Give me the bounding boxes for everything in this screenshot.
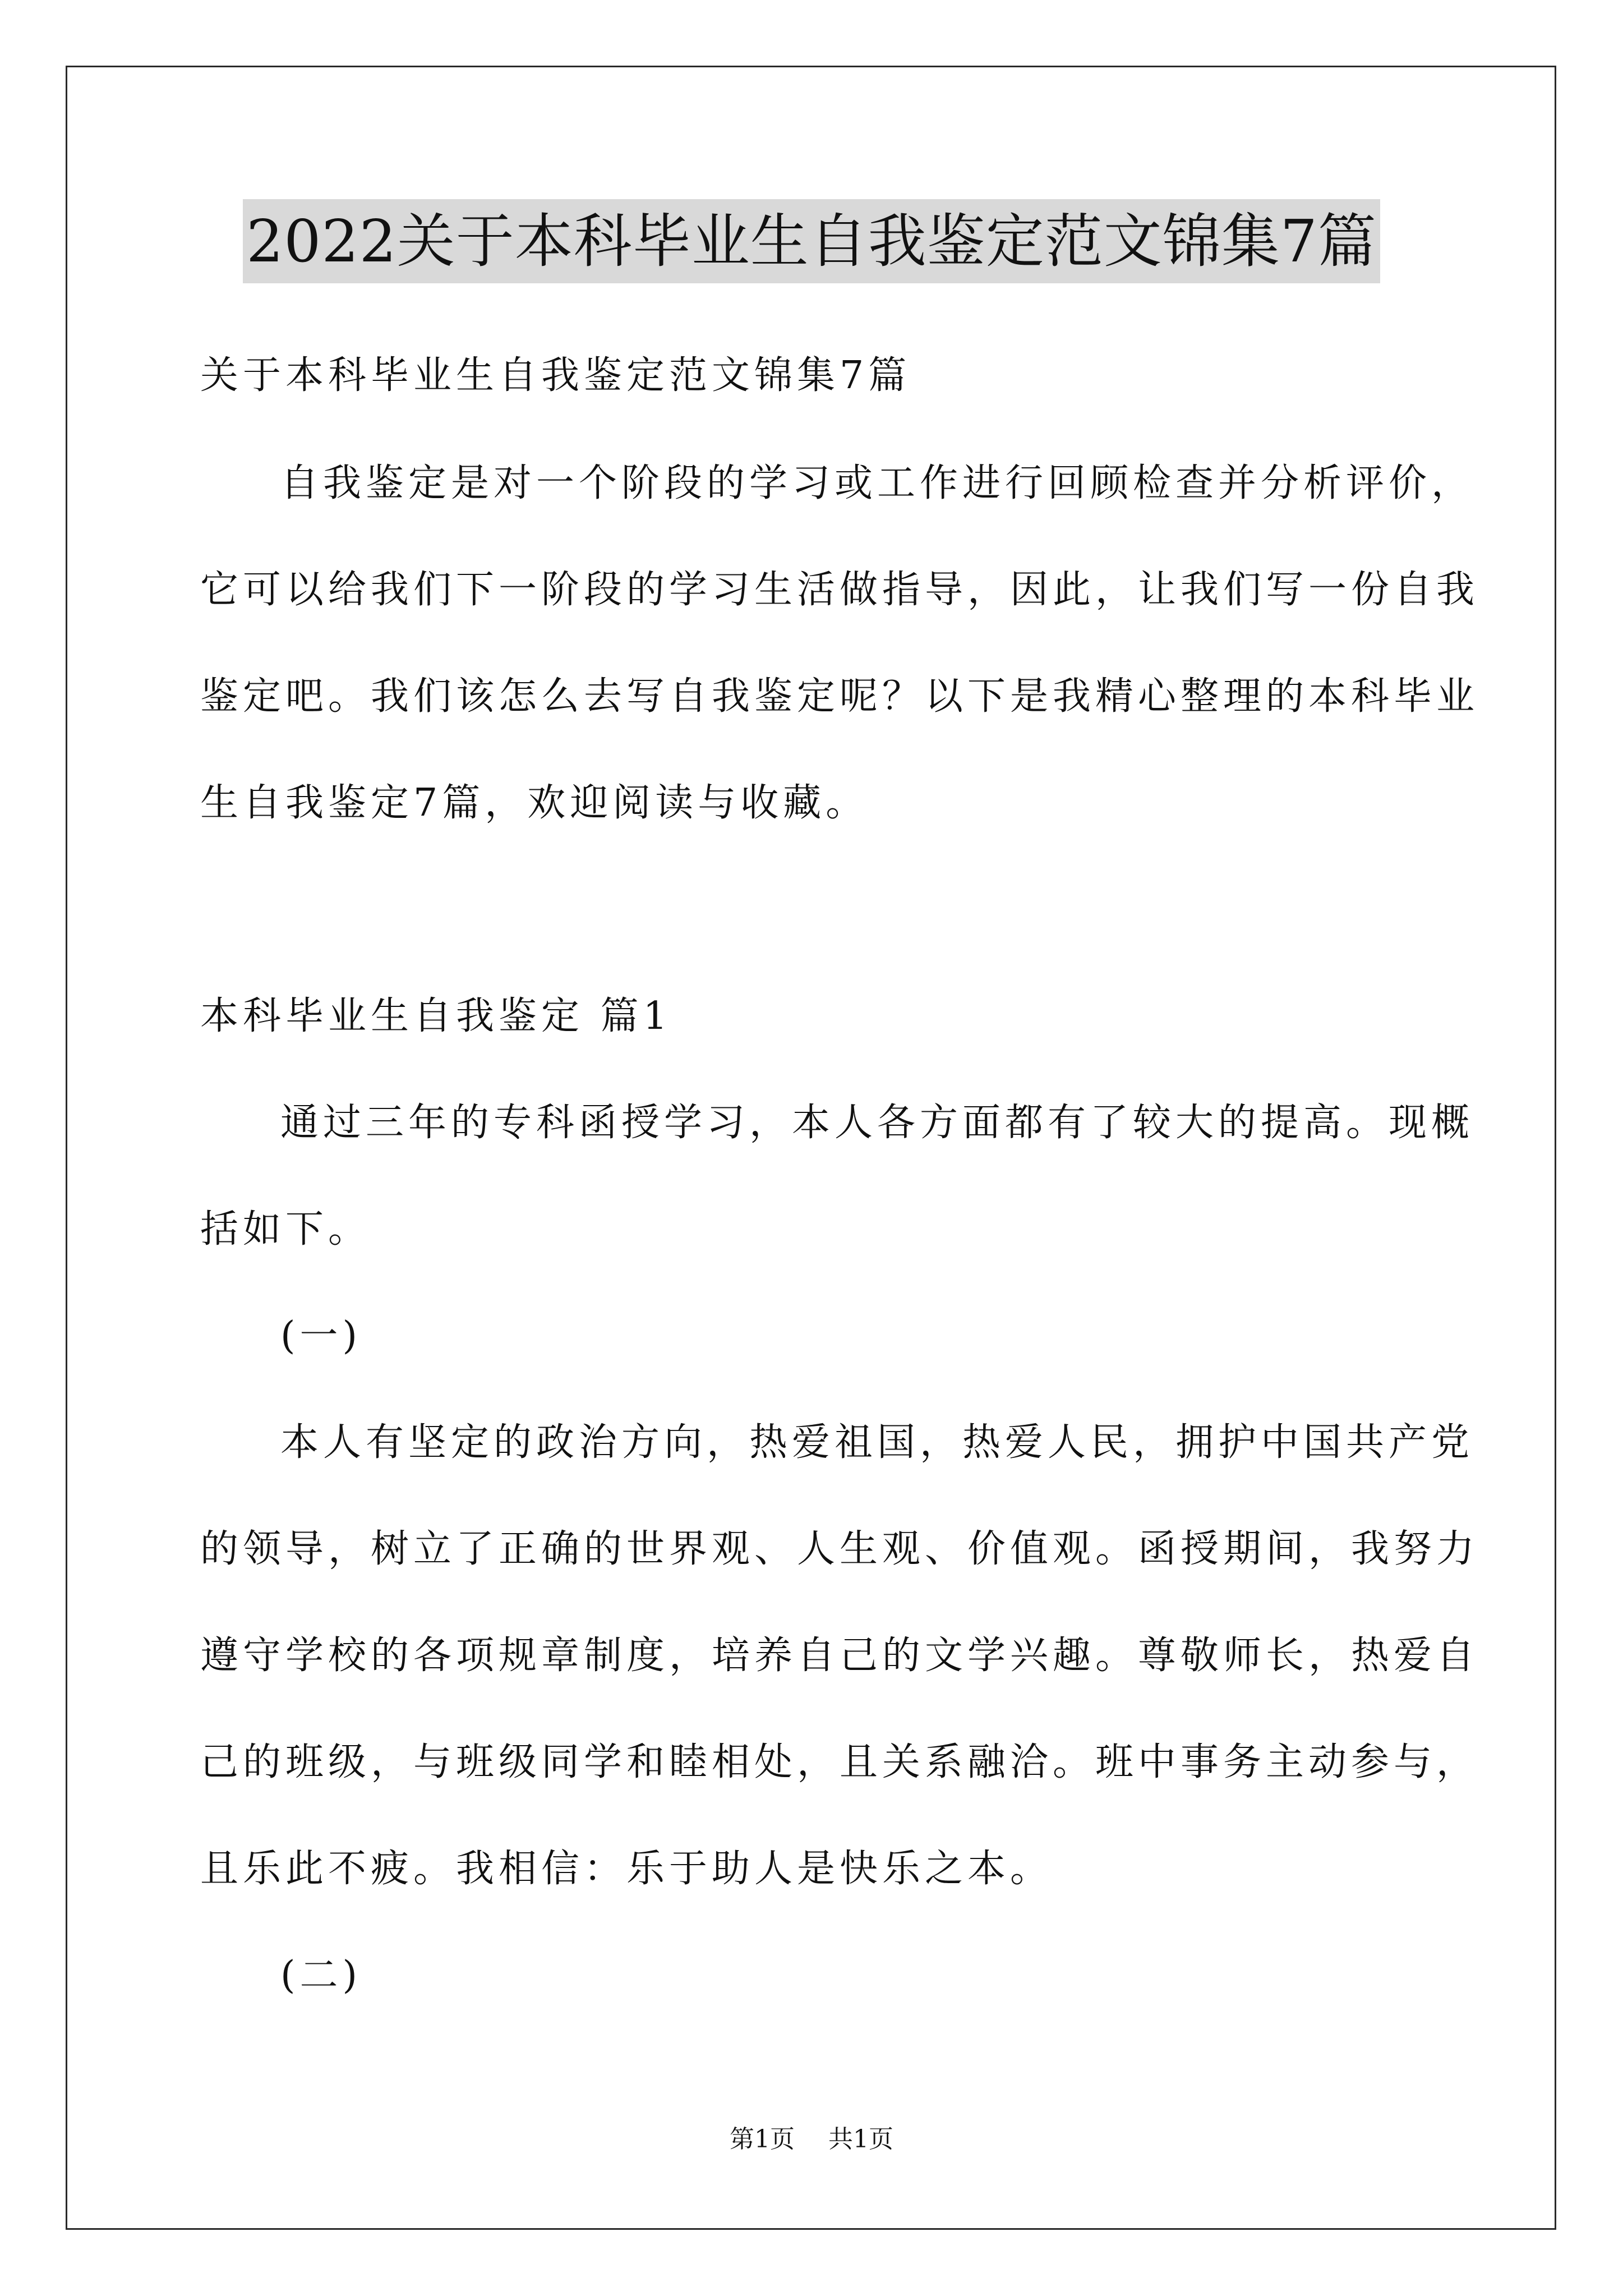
paragraph-line: 的领导，树立了正确的世界观、人生观、价值观。函授期间，我努力 bbox=[200, 1527, 1479, 1571]
paragraph-line: 括如下。 bbox=[200, 1207, 371, 1251]
title-container bbox=[0, 199, 1623, 283]
intro-line-1: 自我鉴定是对一个阶段的学习或工作进行回顾检查并分析评价， bbox=[280, 461, 1474, 505]
intro-line-3: 鉴定吧。我们该怎么去写自我鉴定呢？以下是我精心整理的本科毕业 bbox=[200, 674, 1479, 719]
page-footer bbox=[0, 2123, 1623, 2156]
subsection-label-1: (一) bbox=[280, 1314, 362, 1358]
document-title: 2022关于本科毕业生自我鉴定范文锦集7篇 bbox=[243, 199, 1380, 283]
paragraph-line: 本人有坚定的政治方向，热爱祖国，热爱人民，拥护中国共产党 bbox=[280, 1420, 1474, 1465]
paragraph-line: 己的班级，与班级同学和睦相处，且关系融洽。班中事务主动参与， bbox=[200, 1740, 1479, 1784]
paragraph-line: 遵守学校的各项规章制度，培养自己的文学兴趣。尊敬师长，热爱自 bbox=[200, 1634, 1479, 1678]
intro-line-2: 它可以给我们下一阶段的学习生活做指导，因此，让我们写一份自我 bbox=[200, 568, 1479, 612]
page-number: 第1页 bbox=[730, 2125, 795, 2154]
paragraph-line: 通过三年的专科函授学习，本人各方面都有了较大的提高。现概 bbox=[280, 1101, 1474, 1145]
intro-line-4: 生自我鉴定7篇，欢迎阅读与收藏。 bbox=[200, 781, 869, 825]
section-heading: 本科毕业生自我鉴定 篇1 bbox=[200, 994, 672, 1038]
subsection-label-2: (二) bbox=[280, 1953, 362, 1998]
paragraph-line: 且乐此不疲。我相信：乐于助人是快乐之本。 bbox=[200, 1847, 1053, 1891]
page-total: 共1页 bbox=[828, 2125, 893, 2154]
document-subtitle: 关于本科毕业生自我鉴定范文锦集7篇 bbox=[200, 353, 911, 398]
